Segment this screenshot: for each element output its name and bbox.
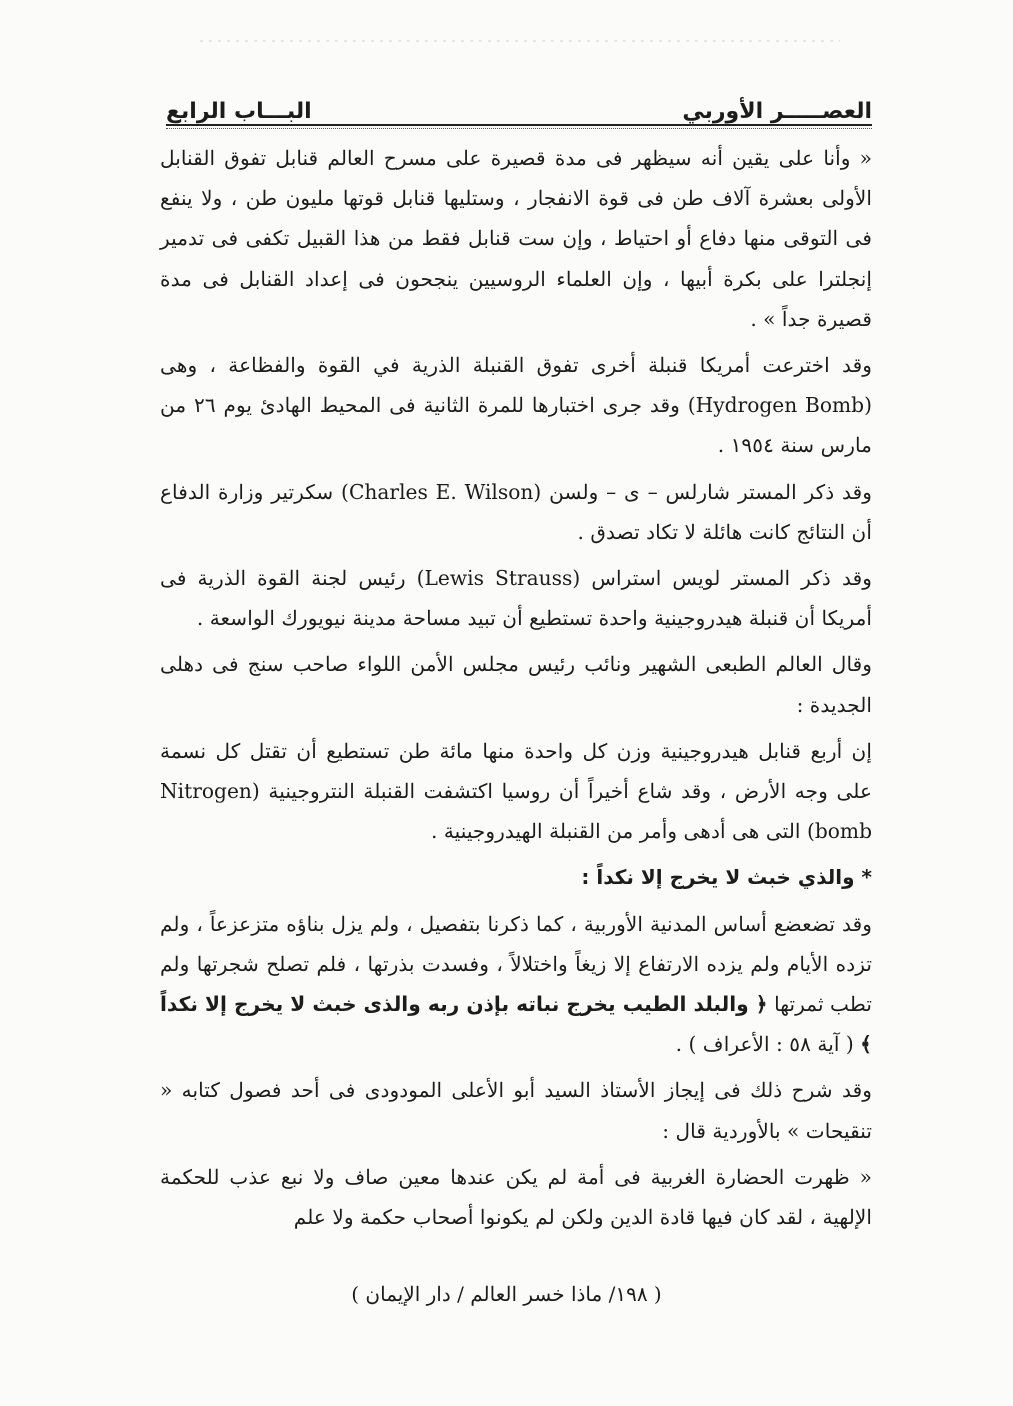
page-footer: ( ١٩٨/ ماذا خسر العالم / دار الإيمان ) — [351, 1282, 662, 1306]
running-header — [166, 84, 872, 124]
verse-reference: ( آية ٥٨ : الأعراف ) . — [675, 1032, 854, 1057]
body-text — [160, 138, 872, 1243]
scan-artifact — [200, 40, 840, 42]
paragraph-intro: وقد تضعضع أساس المدنية الأوربية ، كما ذكرنا بتفصيل ، ولم يزل بناؤه متزعزعاً ، ولم تزده الأيام ولم يزده الارتفاع إلا زيغاً واختلالاً ، وفسدت بذرتها ، فلم تصلح شجرتها ولم تطب ثمرتها — [160, 911, 873, 1017]
paragraph: وقد اخترعت أمريكا قنبلة أخرى تفوق القنبلة الذرية في القوة والفظاعة ، وهى (Hydrogen Bomb) وقد جرى اختبارها للمرة الثانية فى المحيط الهادئ يوم ٢٦ من مارس سنة ١٩٥٤ . — [160, 353, 872, 458]
header-title-right: العصـــــر الأوربي — [682, 99, 872, 124]
quran-verse: ﴿ والبلد الطيب يخرج نباته بإذن ربه والذى خبث لا يخرج إلا نكداً ﴾ — [160, 992, 872, 1057]
paragraph: « وأنا على يقين أنه سيظهر فى مدة قصيرة على مسرح العالم قنابل تفوق القنابل الأولى بعشرة آلاف طن فى قوة الانفجار ، وستليها قنابل قوتها مليون طن ، ولا ينفع فى التوقى منها دفاع أو احتياط ، وإن ست قنابل فقط من هذا القبيل تكفى فى تدمير إنجلترا على بكرة أبيها ، وإن العلماء الروسيين ينجحون فى إعداد القنابل فى مدة قصيرة جداً » . — [160, 146, 872, 331]
paragraph: « ظهرت الحضارة الغربية فى أمة لم يكن عندها معين صاف ولا نبع عذب للحكمة الإلهية ، لقد كان فيها قادة الدين ولكن لم يكونوا أصحاب حكمة ولا علم — [160, 1164, 872, 1230]
header-rule-dotted — [166, 128, 872, 129]
paragraph: وقد ذكر المستر شارلس – ى – ولسن (Charles E. Wilson) سكرتير وزارة الدفاع أن النتائج كانت هائلة لا تكاد تصدق . — [160, 479, 872, 544]
header-title-left: البـــاب الرابع — [166, 99, 312, 124]
section-heading: * والذي خبث لا يخرج إلا نكداً : — [581, 865, 872, 890]
paragraph-with-verse — [160, 904, 872, 1065]
header-rule — [166, 124, 872, 126]
paragraph: وقد ذكر المستر لويس استراس (Lewis Strauss) رئيس لجنة القوة الذرية فى أمريكا أن قنبلة هيدروجينية واحدة تستطيع أن تبيد مساحة مدينة نيويورك الواسعة . — [160, 566, 872, 631]
paragraph: وقال العالم الطبعى الشهير ونائب رئيس مجلس الأمن اللواء صاحب سنج فى دهلى الجديدة : — [160, 652, 872, 717]
paragraph: وقد شرح ذلك فى إيجاز الأستاذ السيد أبو الأعلى المودودى فى أحد فصول كتابه « تنقيحات » بالأوردية قال : — [160, 1078, 872, 1143]
paragraph: إن أربع قنابل هيدروجينية وزن كل واحدة منها مائة طن تستطيع أن تقتل كل نسمة على وجه الأرض ، وقد شاع أخيراً أن روسيا اكتشفت القنبلة النتروجينية (Nitrogen bomb) التى هى أدهى وأمر من القنبلة الهيدروجينية . — [160, 738, 872, 844]
